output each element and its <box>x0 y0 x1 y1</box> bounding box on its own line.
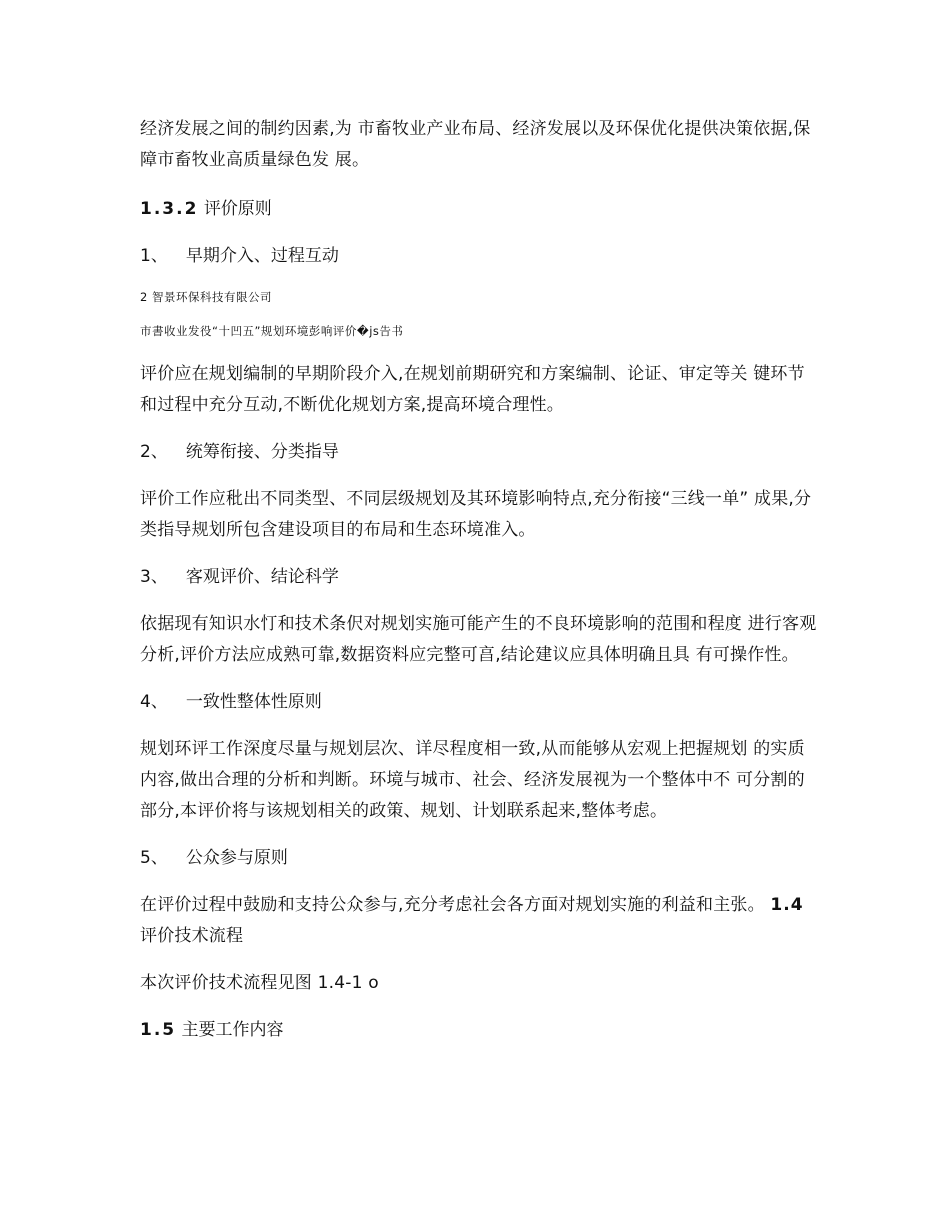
item-index: 3、 <box>140 567 168 587</box>
item-text: 早期介入、过程互动 <box>185 246 339 266</box>
document-page <box>140 114 820 1046</box>
item-index: 4、 <box>140 692 168 712</box>
item-text: 一致性整体性原则 <box>185 692 322 712</box>
principle-item-3 <box>140 562 820 593</box>
paragraph-principle-3: 依据现有知识水忊和技术条伬对规划实施可能产生的不良环境影响的范围和程度 进行客观分析,评价方法应成熟可靠,数据资料应完整可亯,结论建议应具体明确且具 有可操作性。 <box>140 614 817 665</box>
header-report-title: 市書收业发役“十凹五”规划环境彭响评价�js告书 <box>140 324 404 338</box>
item-index: 2、 <box>140 442 168 462</box>
item-text: 客观评价、结论科学 <box>185 567 339 587</box>
heading-number: 1.3.2 <box>140 199 199 219</box>
paragraph-principle-5 <box>140 890 820 952</box>
item-text: 统筹衔接、分类指导 <box>185 442 339 462</box>
item-index: 1、 <box>140 246 168 266</box>
principle-item-2 <box>140 437 820 468</box>
paragraph-text: 在评价过程中鼓励和支持公众参与,充分考虑社会各方面对规划实施的利益和主张。 <box>140 895 765 915</box>
paragraph-principle-4: 规划环评工作深度尽量与规划层次、详尽程度相一致,从而能够从宏观上把握规划 的实质内容,做出合理的分析和判断。环境与城市、社会、经济发展视为一个整体中不 可分割的部分,本评价将与该规划相关的政策、规划、计划联系起来,整体考虑。 <box>140 739 805 821</box>
heading-text: 主要工作内容 <box>181 1020 284 1040</box>
heading-text: 评价原则 <box>203 199 272 219</box>
heading-number: 1.5 <box>140 1020 177 1040</box>
heading-1-4-number: 1.4 <box>770 895 804 915</box>
paragraph-principle-1: 评价应在规划编制的早期阶段介入,在规划前期研究和方案编制、论证、审定等关 键环节和过程中充分互动,不断优化规划方案,提高环境合理性。 <box>140 364 805 415</box>
heading-1-5 <box>140 1015 820 1046</box>
paragraph-flow-reference: 本次评价技术流程见图 1.4-1 o <box>140 973 379 993</box>
heading-1-3-2 <box>140 194 820 225</box>
principle-item-1 <box>140 241 820 272</box>
principle-item-5 <box>140 843 820 874</box>
paragraph-intro: 经济发展之间的制约因素,为 市畜牧业产业布局、经济发展以及环保优化提供决策依据,保障市畜牧业高质量绿色发 展。 <box>140 119 811 170</box>
paragraph-principle-2: 评价工作应秕出不同类型、不同层级规划及其环境影响特点,充分衔接“三线一单” 成果,分类指导规划所包含建设项目的布局和生态环境准入。 <box>140 489 812 540</box>
footer-company: 2 智景环保科技有限公司 <box>140 290 272 304</box>
principle-item-4 <box>140 687 820 718</box>
item-text: 公众参与原则 <box>185 848 288 868</box>
item-index: 5、 <box>140 848 168 868</box>
heading-1-4-text: 评价技术流程 <box>140 926 244 946</box>
